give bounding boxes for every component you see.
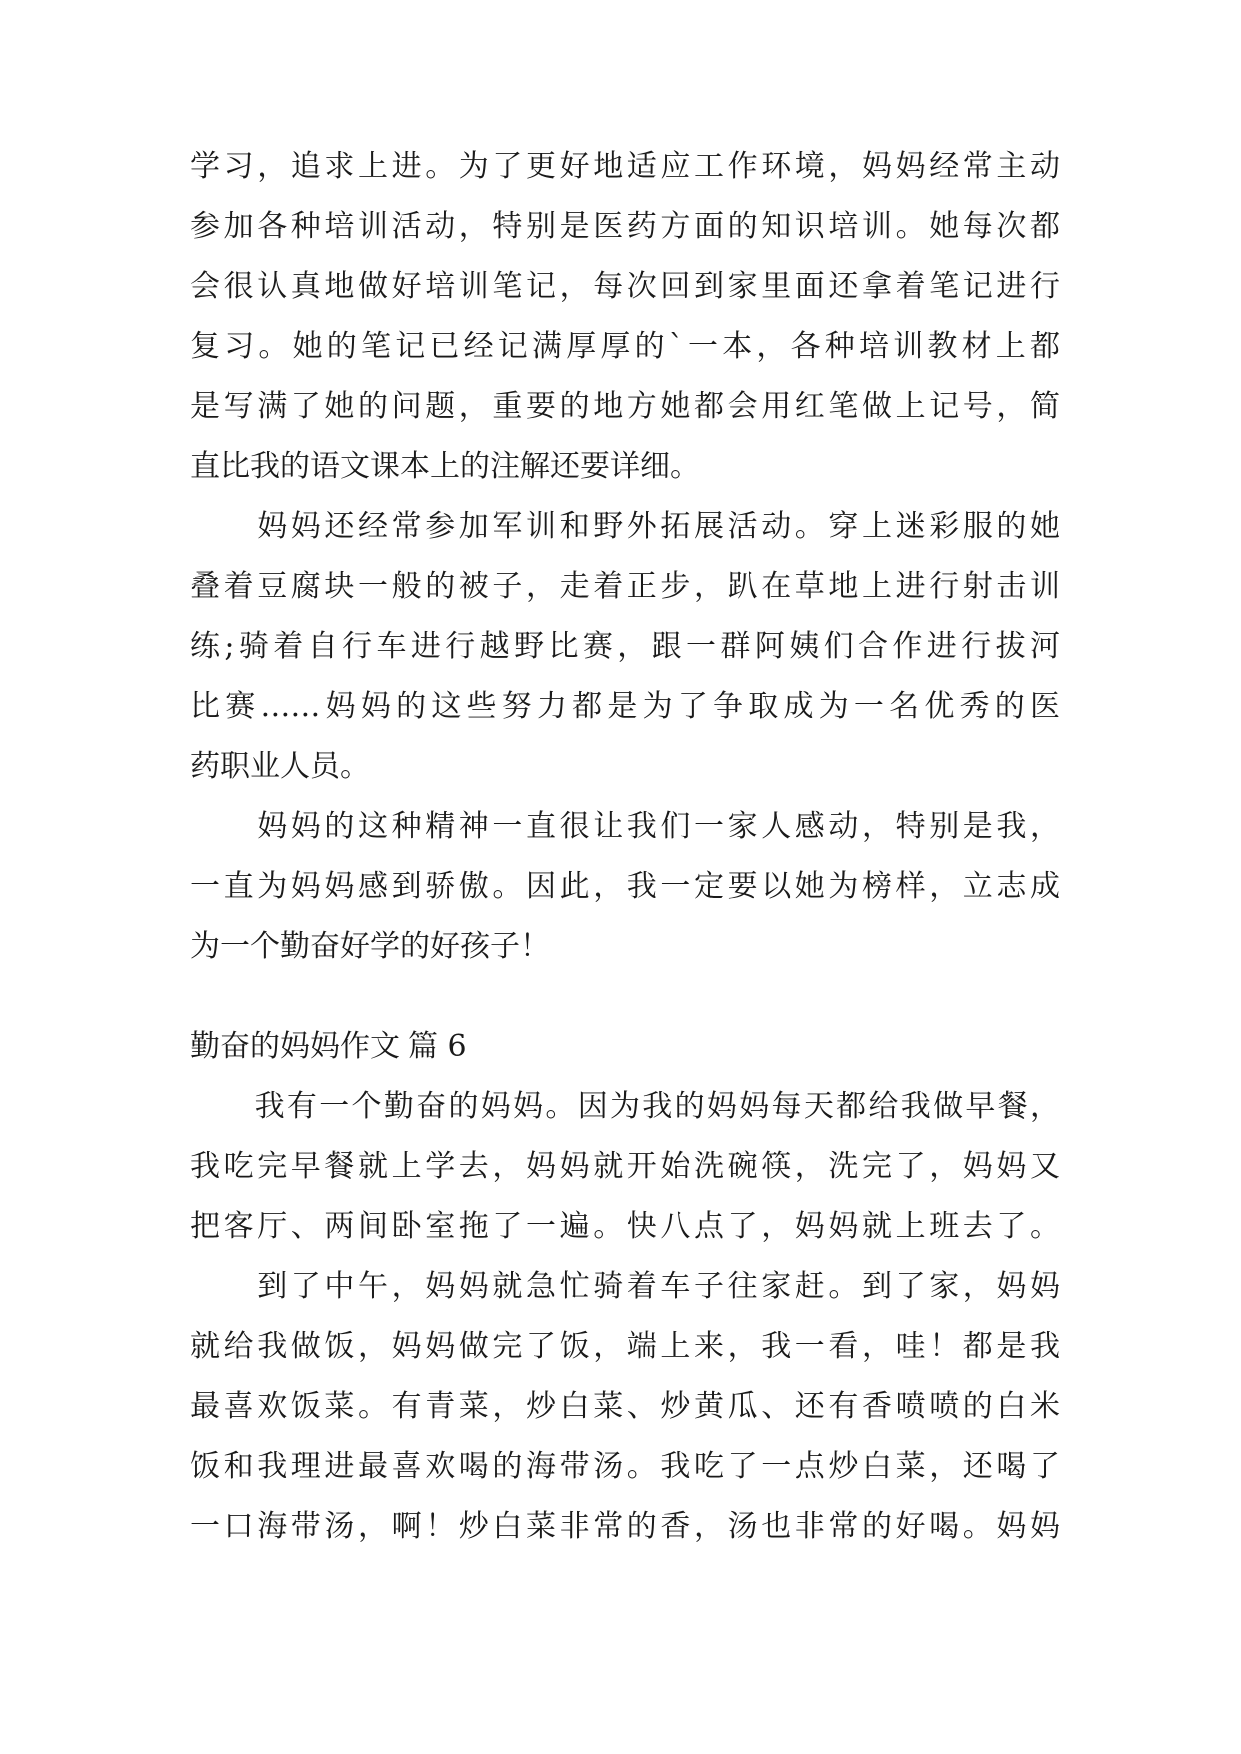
paragraph-continued [190, 137, 1060, 497]
text-line: 复习。她的笔记已经记满厚厚的`一本，各种培训教材上都 [190, 329, 1060, 364]
text-line: 最喜欢饭菜。有青菜，炒白菜、炒黄瓜、还有香喷喷的白米 [190, 1389, 1060, 1424]
text-line: 一口海带汤，啊！炒白菜非常的香，汤也非常的好喝。妈妈 [190, 1509, 1060, 1544]
text-line: 叠着豆腐块一般的被子，走着正步，趴在草地上进行射击训 [190, 569, 1060, 604]
text-line: 妈妈还经常参加军训和野外拓展活动。穿上迷彩服的她 [190, 509, 1060, 544]
text-line: 饭和我理进最喜欢喝的海带汤。我吃了一点炒白菜，还喝了 [190, 1449, 1060, 1484]
text-line: 我吃完早餐就上学去，妈妈就开始洗碗筷，洗完了，妈妈又 [190, 1149, 1060, 1184]
section-title: 勤奋的妈妈作文 [190, 1029, 400, 1064]
text-line: 就给我做饭，妈妈做完了饭，端上来，我一看，哇！都是我 [190, 1329, 1060, 1364]
text-line: 妈妈的这种精神一直很让我们一家人感动，特别是我， [190, 809, 1060, 844]
text-line: 参加各种培训活动，特别是医药方面的知识培训。她每次都 [190, 209, 1060, 244]
section-number: 篇 6 [408, 1029, 467, 1064]
paragraph-military-training [190, 497, 1060, 797]
text-line: 药职业人员。 [190, 749, 370, 784]
section-heading [190, 1017, 1060, 1077]
text-line: 把客厅、两间卧室拖了一遍。快八点了，妈妈就上班去了。 [190, 1209, 1060, 1244]
text-line: 练;骑着自行车进行越野比赛，跟一群阿姨们合作进行拔河 [190, 629, 1060, 664]
text-line: 到了中午，妈妈就急忙骑着车子往家赶。到了家，妈妈 [190, 1269, 1060, 1304]
paragraph-breakfast [190, 1077, 1060, 1257]
text-line: 为一个勤奋好学的好孩子！ [190, 929, 550, 964]
text-line: 会很认真地做好培训笔记，每次回到家里面还拿着笔记进行 [190, 269, 1060, 304]
essay-body-top [190, 137, 1060, 977]
section-6 [190, 1017, 1060, 1557]
paragraph-lunch [190, 1257, 1060, 1557]
text-line: 是写满了她的问题，重要的地方她都会用红笔做上记号，简 [190, 389, 1060, 424]
text-line: 直比我的语文课本上的注解还要详细。 [190, 449, 700, 484]
text-line: 一直为妈妈感到骄傲。因此，我一定要以她为榜样，立志成 [190, 869, 1060, 904]
text-line: 我有一个勤奋的妈妈。因为我的妈妈每天都给我做早餐， [190, 1089, 1060, 1124]
text-line: 比赛……妈妈的这些努力都是为了争取成为一名优秀的医 [190, 689, 1060, 724]
paragraph-conclusion [190, 797, 1060, 977]
text-line: 学习，追求上进。为了更好地适应工作环境，妈妈经常主动 [190, 149, 1060, 184]
